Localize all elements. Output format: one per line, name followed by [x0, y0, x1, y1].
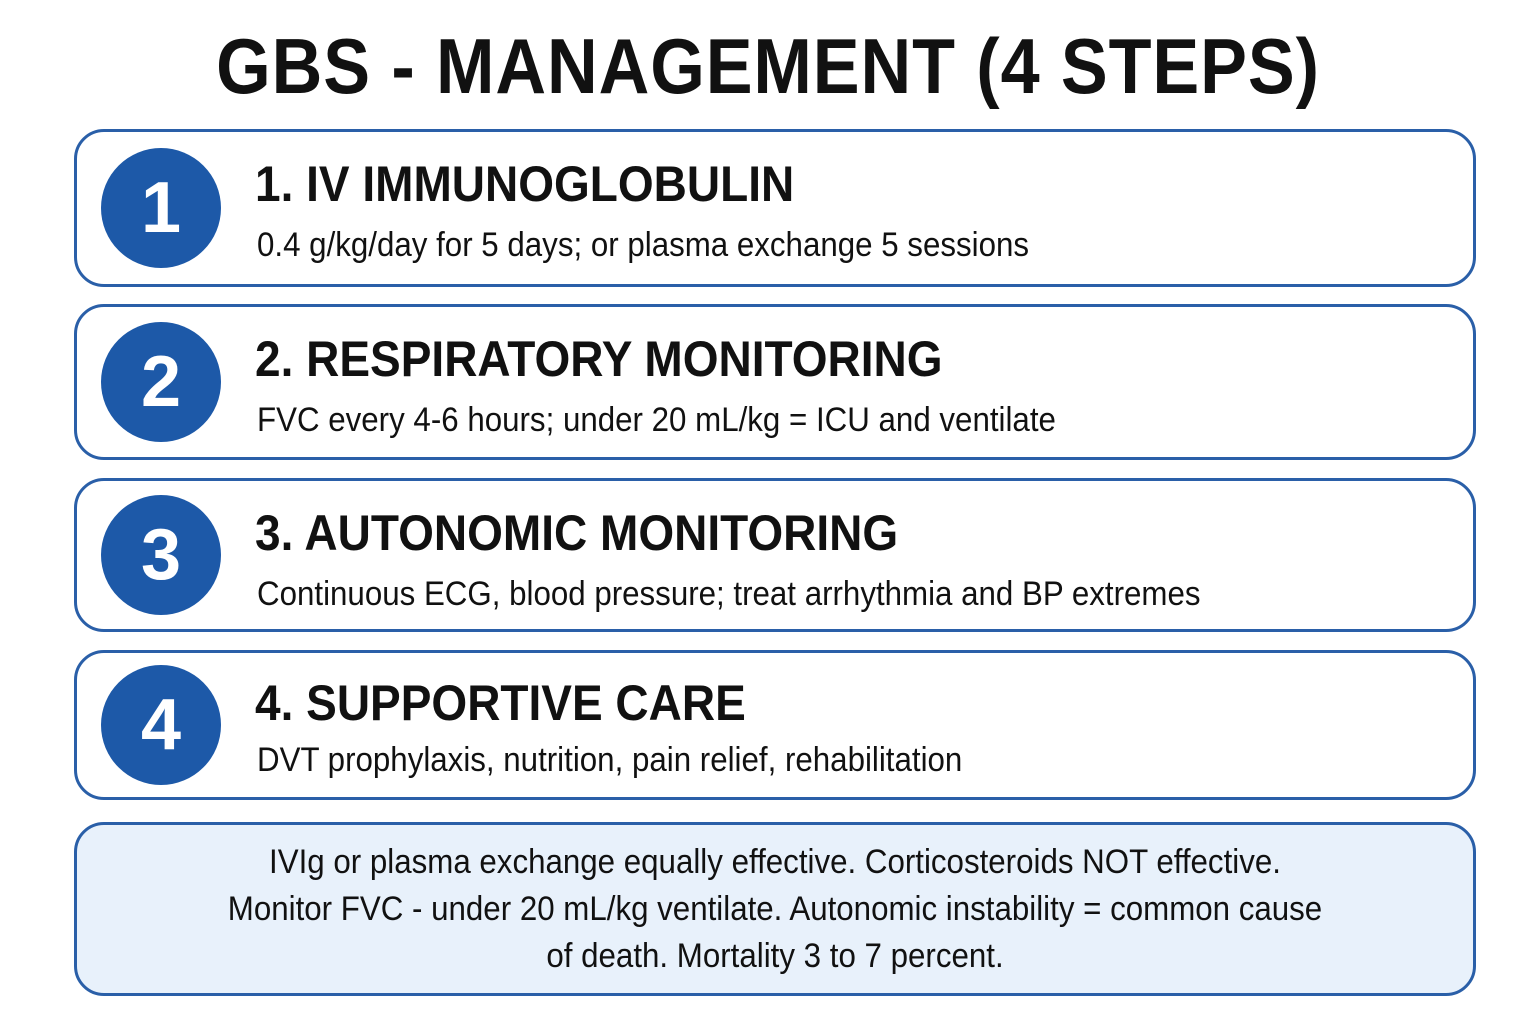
step-number-badge: 2	[101, 322, 221, 442]
step-number-badge: 3	[101, 495, 221, 615]
step-detail: 0.4 g/kg/day for 5 days; or plasma exchange 5 sessions	[257, 226, 1030, 264]
summary-text: IVIg or plasma exchange equally effective. Corticosteroids NOT effective. Monitor FVC - under 20 mL/kg ventilate. Autonomic instability = common cause of death. Mortality 3 to 7 percent.	[227, 842, 1323, 975]
step-card-2	[74, 304, 1476, 460]
step-heading: 2. RESPIRATORY MONITORING	[255, 331, 943, 387]
step-card-1	[74, 129, 1476, 287]
summary-box	[74, 822, 1476, 996]
step-heading: 1. IV IMMUNOGLOBULIN	[255, 156, 795, 212]
step-number-badge: 1	[101, 148, 221, 268]
page-title: GBS - MANAGEMENT (4 STEPS)	[216, 22, 1320, 110]
step-card-4	[74, 650, 1476, 800]
step-card-3	[74, 478, 1476, 632]
step-heading: 3. AUTONOMIC MONITORING	[255, 505, 899, 561]
step-number-badge: 4	[101, 665, 221, 785]
step-detail: Continuous ECG, blood pressure; treat arrhythmia and BP extremes	[257, 575, 1201, 613]
step-detail: DVT prophylaxis, nutrition, pain relief, rehabilitation	[257, 741, 963, 779]
step-heading: 4. SUPPORTIVE CARE	[255, 675, 746, 731]
step-detail: FVC every 4-6 hours; under 20 mL/kg = ICU and ventilate	[257, 401, 1056, 439]
